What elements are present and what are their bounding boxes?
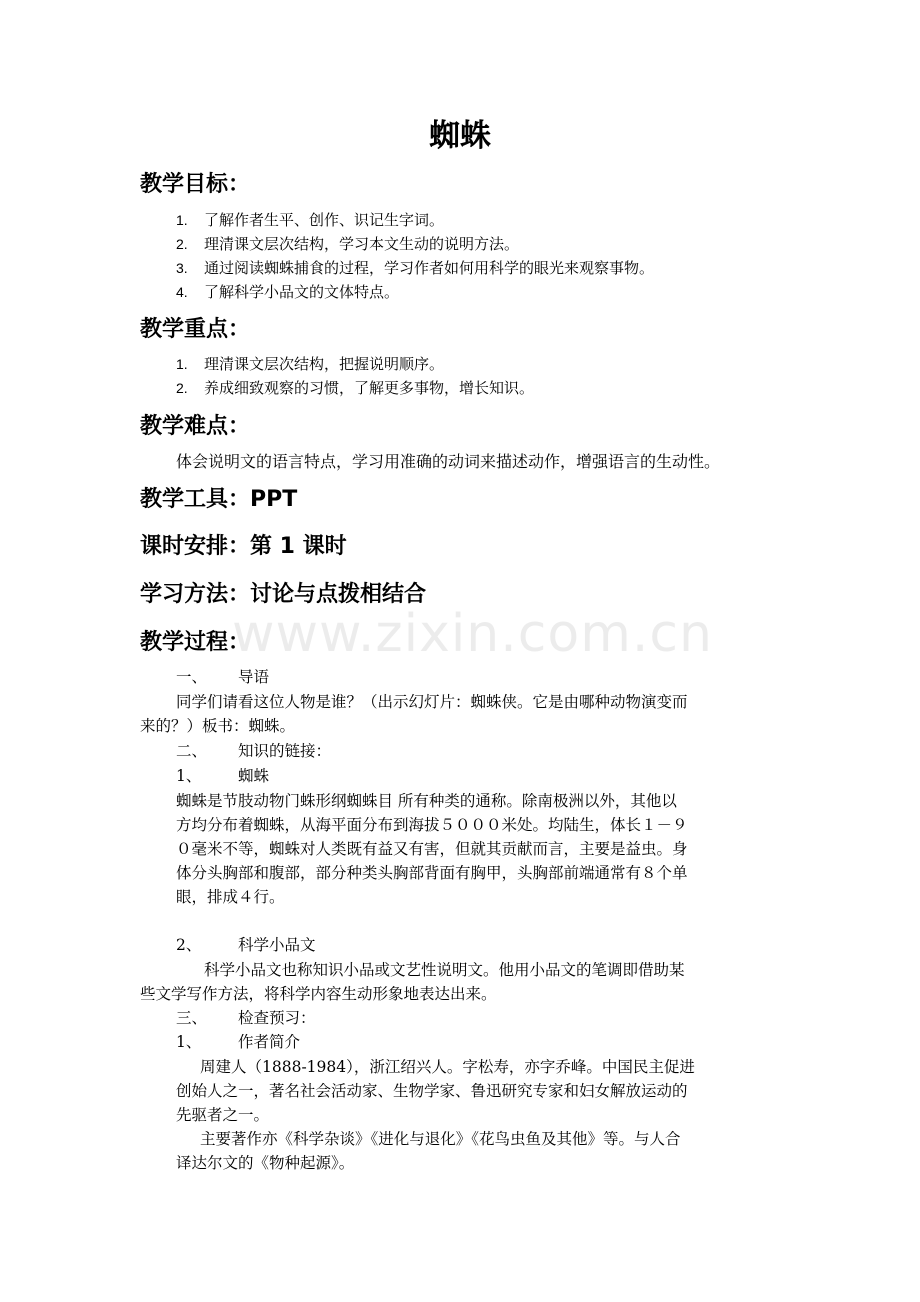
objectives-list: [176, 208, 816, 304]
process-heading: 教学过程：: [140, 630, 251, 655]
objectives-heading: 教学目标：: [140, 172, 251, 197]
essay-line: 科学小品文也称知识小品或文艺性说明文。他用小品文的笔调即借助某: [204, 961, 685, 979]
author-line: 主要著作亦《科学杂谈》《进化与退化》《花鸟虫鱼及其他》等。与人合: [200, 1130, 681, 1148]
author-line: 译达尔文的《物种起源》。: [176, 1154, 355, 1172]
section-1-heading: 一、 导语: [176, 668, 270, 686]
section-3-1-heading: 1、 作者简介: [176, 1033, 301, 1051]
watermark: www.zixin.com.cn: [232, 604, 713, 664]
section-1-line: 来的？）板书：蜘蛛。: [140, 717, 296, 735]
spider-line: 眼，排成４行。: [176, 888, 285, 906]
list-item: 1. 了解作者生平、创作、识记生字词。: [176, 211, 445, 229]
difficulty-text: 体会说明文的语言特点，学习用准确的动词来描述动作，增强语言的生动性。: [176, 452, 721, 471]
author-line: 周建人（1888-1984），浙江绍兴人。字松寿，亦字乔峰。中国民主促进: [200, 1058, 695, 1076]
key-points-heading: 教学重点：: [140, 317, 251, 342]
spider-line: 体分头胸部和腹部，部分种类头胸部背面有胸甲，头胸部前端通常有８个单: [176, 864, 688, 882]
essay-line: 些文学写作方法，将科学内容生动形象地表达出来。: [140, 985, 497, 1003]
key-points-list: [176, 352, 816, 400]
author-line: 先驱者之一。: [176, 1106, 270, 1124]
list-item: 1. 理清课文层次结构，把握说明顺序。: [176, 355, 445, 373]
schedule-heading: 课时安排：第 1 课时: [140, 534, 347, 559]
list-item: 3. 通过阅读蜘蛛捕食的过程，学习作者如何用科学的眼光来观察事物。: [176, 259, 655, 277]
method-heading: 学习方法：讨论与点拨相结合: [140, 582, 427, 607]
section-1-line: 同学们请看这位人物是谁？（出示幻灯片：蜘蛛侠。它是由哪种动物演变而: [176, 693, 688, 711]
section-2-heading: 二、 知识的链接：: [176, 742, 332, 760]
list-item: 2. 理清课文层次结构，学习本文生动的说明方法。: [176, 235, 520, 253]
section-3-heading: 三、 检查预习：: [176, 1009, 316, 1027]
section-2-2-heading: 2、 科学小品文: [176, 936, 316, 954]
section-2-1-heading: 1、 蜘蛛: [176, 767, 270, 785]
list-item: 4. 了解科学小品文的文体特点。: [176, 283, 400, 301]
spider-line: ０毫米不等，蜘蛛对人类既有益又有害，但就其贡献而言，主要是益虫。身: [176, 840, 688, 858]
spider-line: 蜘蛛是节肢动物门蛛形纲蜘蛛目 所有种类的通称。除南极洲以外，其他以: [176, 792, 677, 810]
spider-line: 方均分布着蜘蛛，从海平面分布到海拔５０００米处。均陆生，体长１－９: [176, 816, 688, 834]
tools-heading: 教学工具：PPT: [140, 487, 298, 512]
author-line: 创始人之一，著名社会活动家、生物学家、鲁迅研究专家和妇女解放运动的: [176, 1082, 688, 1100]
doc-title: 蜘蛛: [429, 118, 491, 154]
list-item: 2. 养成细致观察的习惯，了解更多事物，增长知识。: [176, 379, 535, 397]
difficulty-heading: 教学难点：: [140, 414, 251, 439]
